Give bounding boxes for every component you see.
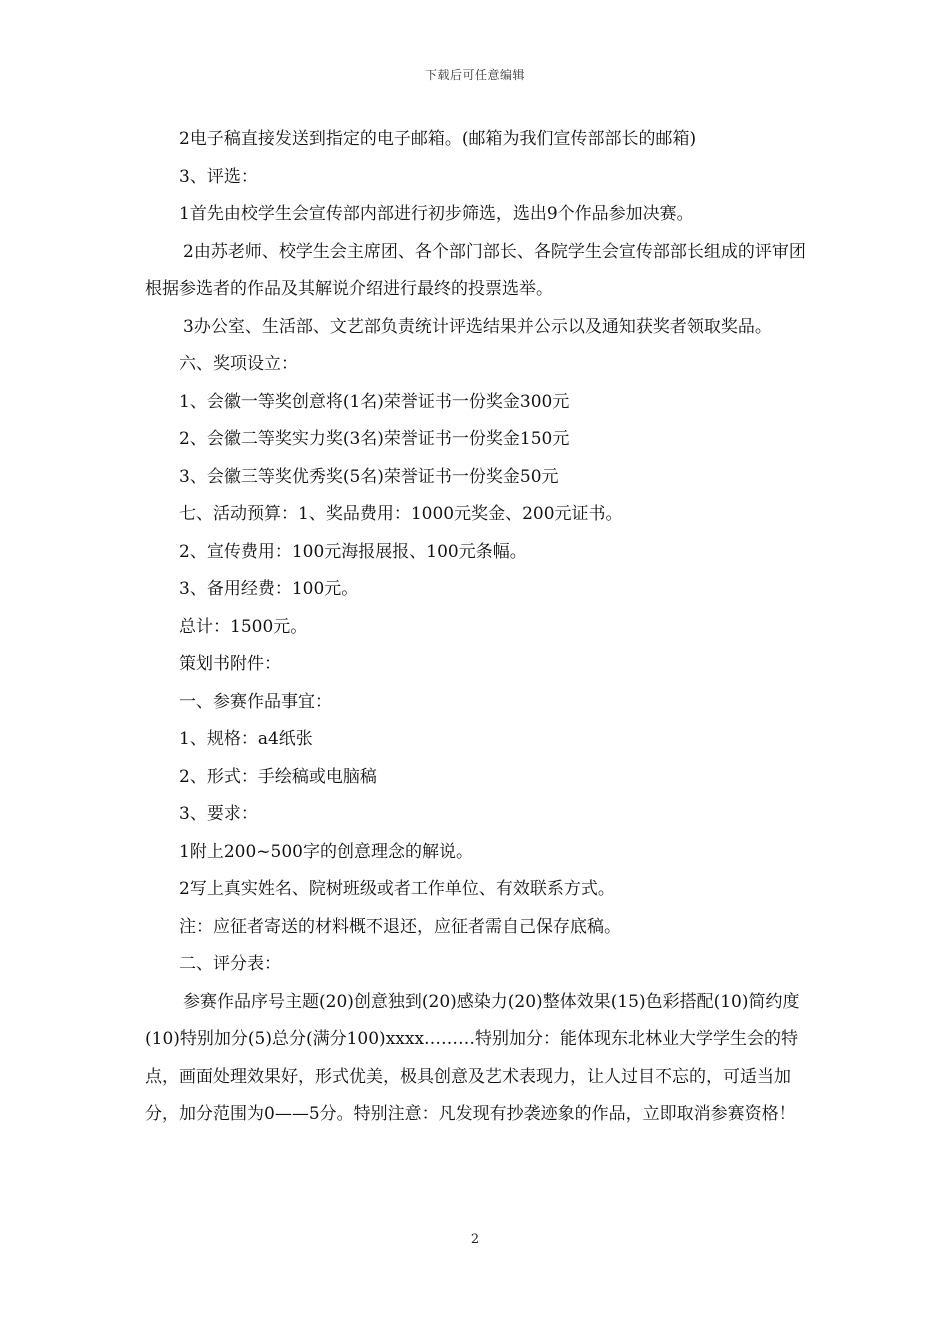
section-heading: 七、活动预算：1、奖品费用：1000元奖金、200元证书。 — [179, 504, 623, 524]
paragraph: 参赛作品序号主题(20)创意独到(20)感染力(20)整体效果(15)色彩搭配(10)简约度(10)特别加分(5)总分(满分100)xxxx………特别加分：能体现东北林业大学学生会的特点，画面处理效果好，形式优美，极具创意及艺术表现力，让人过目不忘的，可适当加分，加分范围为0——5分。特别注意：凡发现有抄袭迹象的作品，立即取消参赛资格！ — [145, 991, 800, 1124]
paragraph: 3、要求： — [179, 804, 258, 824]
paragraph: 2、会徽二等奖实力奖(3名)荣誉证书一份奖金150元 — [179, 429, 570, 449]
paragraph: 3、备用经费：100元。 — [179, 579, 359, 599]
paragraph: 1附上200~500字的创意理念的解说。 — [179, 841, 473, 862]
document-body — [145, 121, 813, 1134]
paragraph: 1、规格：a4纸张 — [179, 729, 313, 749]
paragraph: 注：应征者寄送的材料概不退还，应征者需自己保存底稿。 — [179, 916, 621, 937]
page-header: 下载后可任意编辑 — [424, 68, 525, 82]
section-heading: 一、参赛作品事宜： — [179, 691, 332, 712]
paragraph: 3、评选： — [179, 166, 258, 187]
paragraph: 2、形式：手绘稿或电脑稿 — [179, 766, 377, 787]
paragraph: 1首先由校学生会宣传部内部进行初步筛选，选出9个作品参加决赛。 — [179, 204, 694, 224]
paragraph: 3办公室、生活部、文艺部负责统计评选结果并公示以及通知获奖者领取奖品。 — [183, 316, 772, 337]
paragraph: 2电子稿直接发送到指定的电子邮箱。(邮箱为我们宣传部部长的邮箱) — [179, 129, 697, 149]
paragraph: 1、会徽一等奖创意将(1名)荣誉证书一份奖金300元 — [179, 391, 570, 412]
section-heading: 六、奖项设立： — [179, 354, 298, 374]
paragraph: 2、宣传费用：100元海报展报、100元条幅。 — [179, 541, 527, 562]
section-heading: 策划书附件： — [179, 654, 281, 674]
section-heading: 二、评分表： — [179, 954, 281, 974]
paragraph: 2写上真实姓名、院树班级或者工作单位、有效联系方式。 — [179, 879, 615, 899]
paragraph: 总计：1500元。 — [179, 616, 308, 637]
paragraph: 3、会徽三等奖优秀奖(5名)荣誉证书一份奖金50元 — [179, 466, 559, 487]
page-number: 2 — [470, 1232, 480, 1247]
paragraph: 2由苏老师、校学生会主席团、各个部门部长、各院学生会宣传部部长组成的评审团根据参选者的作品及其解说介绍进行最终的投票选举。 — [145, 241, 806, 299]
